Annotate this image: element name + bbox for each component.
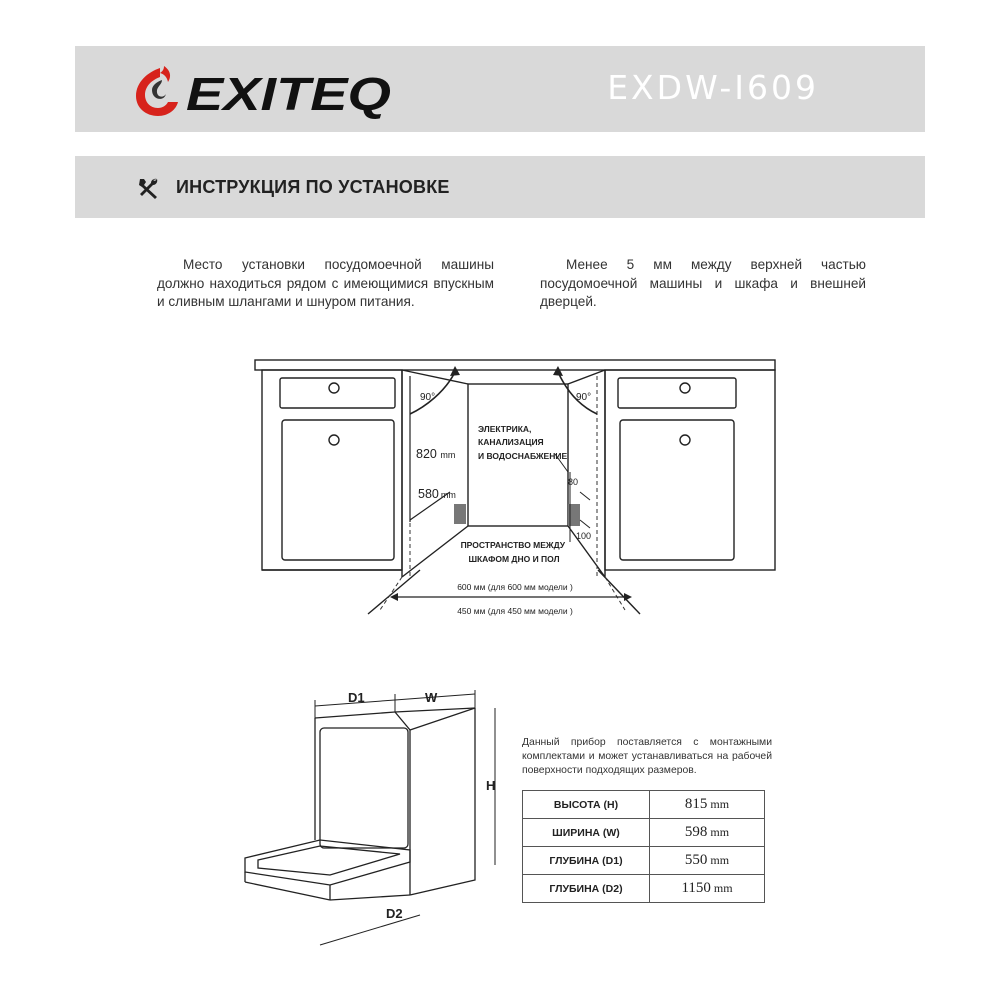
tools-icon bbox=[137, 177, 161, 199]
spec-value: 598 mm bbox=[650, 819, 765, 847]
header-bar bbox=[75, 46, 925, 132]
floor-space-label: ПРОСТРАНСТВО МЕЖДУ ШКАФОМ ДНО И ПОЛ bbox=[460, 540, 566, 564]
angle-left-label: 90° bbox=[420, 392, 436, 403]
d2-label: D2 bbox=[386, 906, 403, 921]
left-cabinet bbox=[262, 370, 402, 570]
installation-diagram bbox=[250, 352, 780, 630]
section-title: ИНСТРУКЦИЯ ПО УСТАНОВКЕ bbox=[176, 177, 450, 197]
spec-value: 815 mm bbox=[650, 791, 765, 819]
width-600-label: 600 мм (для 600 мм модели ) bbox=[457, 582, 573, 592]
install-location-text: Место установки посудомоечной машины должно находиться рядом с имеющимися впускным и сливным шлангами и шнуром питания. bbox=[157, 257, 494, 310]
flame-icon bbox=[136, 66, 178, 116]
dimension-diagram bbox=[220, 690, 515, 960]
utilities-label: ЭЛЕКТРИКА, КАНАЛИЗАЦИЯ И ВОДОСНАБЖЕНИЕ bbox=[478, 424, 568, 461]
spec-label: ГЛУБИНА (D2) bbox=[523, 875, 650, 903]
spec-label: ШИРИНА (W) bbox=[523, 819, 650, 847]
w-label: W bbox=[425, 690, 438, 705]
dim-80-label: 80 bbox=[568, 477, 579, 487]
brand-wordmark: EXITEQ bbox=[186, 68, 392, 120]
height-820-label: 820 mm bbox=[416, 447, 456, 461]
section-bar bbox=[75, 156, 925, 218]
table-row bbox=[523, 847, 765, 875]
spec-value: 1150 mm bbox=[650, 875, 765, 903]
model-number: EXDW-I609 bbox=[607, 68, 819, 107]
spec-label: ГЛУБИНА (D1) bbox=[523, 847, 650, 875]
spec-table bbox=[522, 790, 765, 903]
countertop bbox=[255, 360, 775, 370]
spec-value: 550 mm bbox=[650, 847, 765, 875]
dim-100-label: 100 bbox=[576, 531, 592, 541]
table-row bbox=[523, 875, 765, 903]
mounting-note: Данный прибор поставляется с монтажными комплектами и может устанавливаться на рабочей поверхности подходящих размеров. bbox=[522, 737, 772, 776]
right-drawer bbox=[618, 378, 736, 408]
left-door bbox=[282, 420, 394, 560]
right-cabinet bbox=[605, 370, 775, 570]
d1-label: D1 bbox=[348, 690, 365, 705]
gap-requirement-text: Менее 5 мм между верхней частью посудомоечной машины и шкафа и внешней дверцей. bbox=[540, 257, 866, 310]
spec-label: ВЫСОТА (H) bbox=[523, 791, 650, 819]
table-row bbox=[523, 791, 765, 819]
table-row bbox=[523, 819, 765, 847]
h-label: H bbox=[486, 778, 496, 793]
angle-right-label: 90° bbox=[576, 392, 592, 403]
left-drawer bbox=[280, 378, 395, 408]
width-450-label: 450 мм (для 450 мм модели ) bbox=[457, 606, 573, 616]
right-door bbox=[620, 420, 734, 560]
floor-gap-left bbox=[454, 504, 466, 524]
brand-logo bbox=[130, 60, 400, 120]
height-580-label: 580 mm bbox=[418, 487, 456, 501]
